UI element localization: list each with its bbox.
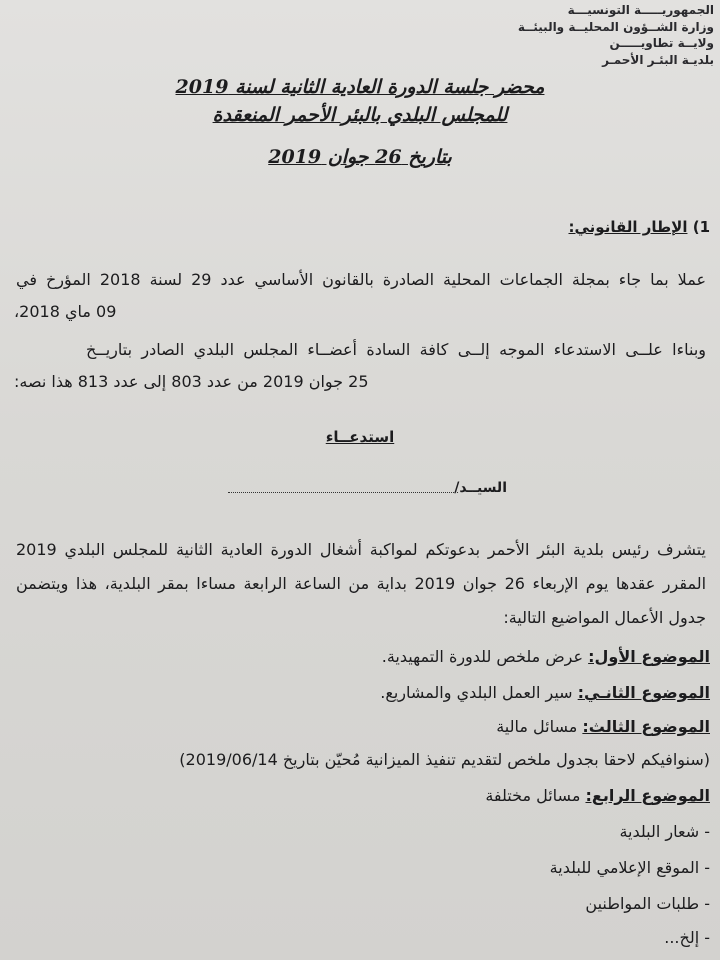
bullet-citizen-requests: - طلبات المواطنين (585, 894, 710, 913)
bullet-etc: - إلخ... (664, 928, 710, 947)
recipient-blank-line (228, 482, 458, 493)
topic-4 (485, 786, 710, 805)
topic-3-note (179, 750, 710, 769)
topic-3-note-text: (سنوافيكم لاحقا بجدول ملخص لتقديم تنفيذ الميزانية مُحيّن بتاريخ 2019/06/14) (179, 750, 710, 769)
section-label: الإطار القانوني: (568, 218, 688, 236)
title-date: بتاريخ 26 جوان 2019 (268, 146, 452, 168)
bullet-logo: - شعار البلدية (619, 822, 710, 841)
legal-paragraph-2-line-2: 25 جوان 2019 من عدد 803 إلى عدد 813 هذا نصه: (14, 372, 369, 391)
topic-1 (382, 647, 710, 666)
legal-paragraph-1-line-2: 09 ماي 2018، (14, 302, 117, 321)
section-legal-heading (568, 218, 710, 236)
topic-3-label: الموضوع الثالث: (582, 717, 710, 736)
topic-3 (496, 717, 710, 736)
title-line-1: محضر جلسة الدورة العادية الثانية لسنة 2019 (175, 76, 545, 98)
topic-2-label: الموضوع الثانـي: (577, 683, 710, 702)
body-line-1: يتشرف رئيس بلدية البئر الأحمر بدعوتكم لمواكبة أشغال الدورة العادية الثانية للمجلس البلدي 2019 (16, 540, 706, 559)
legal-paragraph-2-line-1: وبناءا علــى الاستدعاء الموجه إلــى كافة السادة أعضــاء المجلس البلدي الصادر بتاريــخ (86, 340, 706, 359)
topic-4-text: مسائل مختلفة (485, 786, 586, 805)
letterhead-line-ministry: وزارة الشــؤون المحليــة والبيئــة (517, 19, 714, 34)
recipient-label: السيــد/ (454, 480, 507, 496)
letterhead-line-governorate: ولايــة تطاويـــــن (609, 36, 714, 50)
legal-paragraph-1-line-1: عملا بما جاء بمجلة الجماعات المحلية الصادرة بالقانون الأساسي عدد 29 لسنة 2018 المؤرخ في (16, 270, 706, 289)
bullet-website: - الموقع الإعلامي للبلدية (549, 858, 710, 877)
letterhead (518, 2, 714, 68)
letterhead-line-republic: الجمهوريـــــة التونسيـــة (567, 3, 714, 17)
topic-4-label: الموضوع الرابع: (585, 786, 710, 805)
letterhead-line-municipality: بلديـة البئـر الأحمـر (602, 52, 714, 67)
topic-2 (380, 683, 710, 702)
body-line-2: المقرر عقدها يوم الإربعاء 26 جوان 2019 بداية من الساعة الرابعة مساءا بمقر البلدية، هذا ويتضمن (16, 574, 707, 593)
convocation-heading: استدعــاء (325, 428, 395, 446)
topic-2-text: سير العمل البلدي والمشاريع. (380, 683, 578, 702)
section-number: 1) (692, 218, 710, 236)
topic-1-label: الموضوع الأول: (588, 647, 710, 666)
body-line-3: جدول الأعمال المواضيع التالية: (503, 608, 706, 627)
title-line-2: للمجلس البلدي بالبئر الأحمر المنعقدة (212, 104, 508, 126)
topic-3-text: مسائل مالية (496, 717, 583, 736)
topic-1-text: عرض ملخص للدورة التمهيدية. (381, 647, 589, 666)
